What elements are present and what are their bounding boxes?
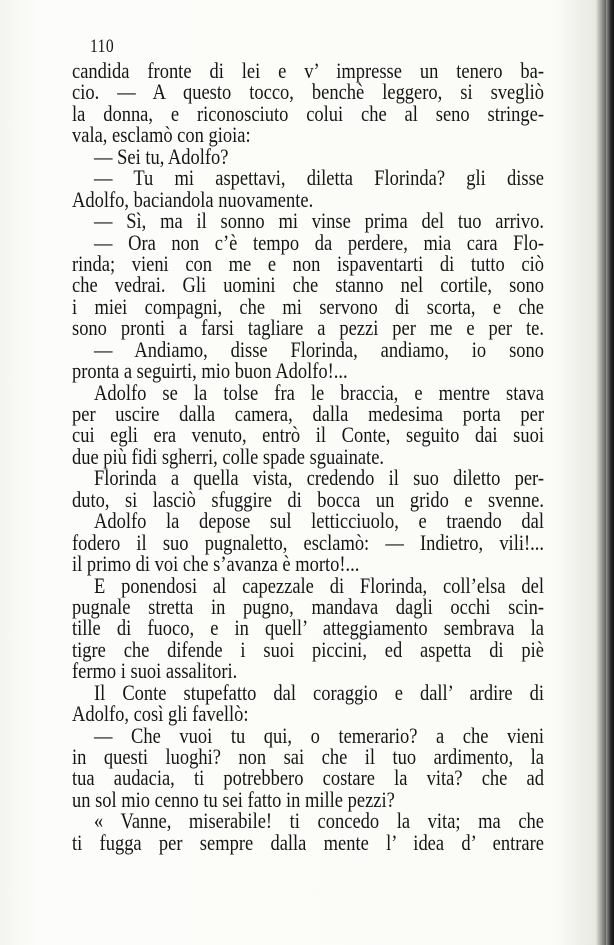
text-line xyxy=(72,746,544,767)
text-line-content: sono pronti a farsi tagliare a pezzi per me e per te. xyxy=(72,315,544,341)
text-line-content: i miei compagni, che mi servono di scorta, e che xyxy=(72,293,544,319)
text-line xyxy=(72,272,544,298)
text-line-content: candida fronte di lei e v’ impresse un tenero ba- xyxy=(72,58,544,83)
text-line-content: Adolfo, così gli favellò: xyxy=(72,701,249,727)
text-line-content: Il Conte stupefatto dal coraggio e dall’ ardire di xyxy=(94,679,544,705)
text-line-content: Adolfo se la tolse fra le braccia, e mentre stava xyxy=(94,379,544,405)
text-line xyxy=(72,165,544,191)
text-line xyxy=(72,293,544,319)
text-line xyxy=(72,229,544,255)
body-text xyxy=(72,60,544,853)
text-line-content: per uscire dalla camera, dalla medesima porta per xyxy=(72,401,544,426)
text-line-content: Adolfo, baciandola nuovamente. xyxy=(72,186,314,212)
text-line-content: due più fidi sgherri, colle spade sguainate. xyxy=(72,443,385,469)
text-line xyxy=(72,208,544,234)
text-line-content: rinda; vieni con me e non ispaventarti di tutto ciò xyxy=(72,250,544,276)
text-line xyxy=(72,250,544,276)
text-line xyxy=(72,658,544,684)
text-line xyxy=(72,186,544,212)
text-line-content: fodero il suo pugnaletto, esclamò: — Indietro, vili!... xyxy=(72,529,544,555)
text-line xyxy=(72,315,544,341)
text-line-content: — Andiamo, disse Florinda, andiamo, io sono xyxy=(94,336,544,362)
text-line-content: ti fugga per sempre dalla mente l’ idea d’ entrare xyxy=(72,829,544,855)
text-line-content: cio. — A questo tocco, benchè leggero, si svegliò xyxy=(72,79,544,105)
text-line-content: E ponendosi al capezzale di Florinda, coll’elsa del xyxy=(94,572,544,598)
text-line xyxy=(72,551,544,577)
text-line xyxy=(72,358,544,384)
text-line xyxy=(72,79,544,105)
text-line xyxy=(72,486,544,512)
text-line xyxy=(72,60,544,81)
text-line xyxy=(72,593,544,619)
text-line xyxy=(72,143,544,169)
text-line-content: il primo di voi che s’avanza è morto!... xyxy=(72,551,360,577)
text-line-content: fermo i suoi assalitori. xyxy=(72,658,238,684)
text-line-content: tille di fuoco, e in quell’ atteggiamento sembrava la xyxy=(72,615,544,641)
text-line-content: duto, si lasciò sfuggire di bocca un grido e svenne. xyxy=(72,486,544,512)
text-line xyxy=(72,808,544,834)
text-line xyxy=(72,679,544,705)
text-line-content: cui egli era venuto, entrò il Conte, seguito dai suoi xyxy=(72,422,544,448)
text-line xyxy=(72,572,544,598)
text-line-content: — Sei tu, Adolfo? xyxy=(94,143,229,169)
text-line-content: — Tu mi aspettavi, diletta Florinda? gli disse xyxy=(94,165,544,191)
text-line xyxy=(72,100,544,126)
text-line xyxy=(72,443,544,469)
text-line-content: un sol mio cenno tu sei fatto in mille pezzi? xyxy=(72,786,395,812)
text-line-content: tigre che difende i suoi piccini, ed aspetta di piè xyxy=(72,636,544,662)
text-line-content: pronta a seguirti, mio buon Adolfo!... xyxy=(72,358,348,384)
text-line xyxy=(72,722,544,748)
text-line xyxy=(72,529,544,555)
text-line xyxy=(72,701,544,727)
book-spine-edge xyxy=(606,0,614,945)
text-line xyxy=(72,829,544,855)
text-line xyxy=(72,508,544,534)
text-line-content: pugnale stretta in pugno, mandava dagli occhi scin- xyxy=(72,593,544,619)
text-line xyxy=(72,465,544,491)
text-line-content: Adolfo la depose sul letticciuolo, e traendo dal xyxy=(94,508,544,534)
text-line xyxy=(72,379,544,405)
text-line-content: — Ora non c’è tempo da perdere, mia cara Flo- xyxy=(94,229,544,255)
page-number: 110 xyxy=(90,36,115,57)
text-line-content: in questi luoghi? non sai che il tuo ardimento, la xyxy=(72,744,544,769)
text-line-content: che vedrai. Gli uomini che stanno nel cortile, sono xyxy=(72,272,544,298)
text-line xyxy=(72,636,544,662)
text-line xyxy=(72,403,544,424)
text-line-content: la donna, e riconosciuto colui che al seno stringe- xyxy=(72,100,544,126)
text-line-content: vala, esclamò con gioia: xyxy=(72,122,251,148)
text-line-content: tua audacia, ti potrebbero costare la vita? che ad xyxy=(72,765,544,791)
text-line xyxy=(72,786,544,812)
text-line xyxy=(72,615,544,641)
text-line-content: « Vanne, miserabile! ti concedo la vita; ma che xyxy=(94,808,544,834)
text-line-content: — Sì, ma il sonno mi vinse prima del tuo arrivo. xyxy=(94,208,544,234)
text-line xyxy=(72,122,544,148)
text-line-content: Florinda a quella vista, credendo il suo diletto per- xyxy=(94,465,544,491)
text-line-content: — Che vuoi tu qui, o temerario? a che vieni xyxy=(94,722,544,748)
text-line xyxy=(72,422,544,448)
text-line xyxy=(72,336,544,362)
text-line xyxy=(72,765,544,791)
